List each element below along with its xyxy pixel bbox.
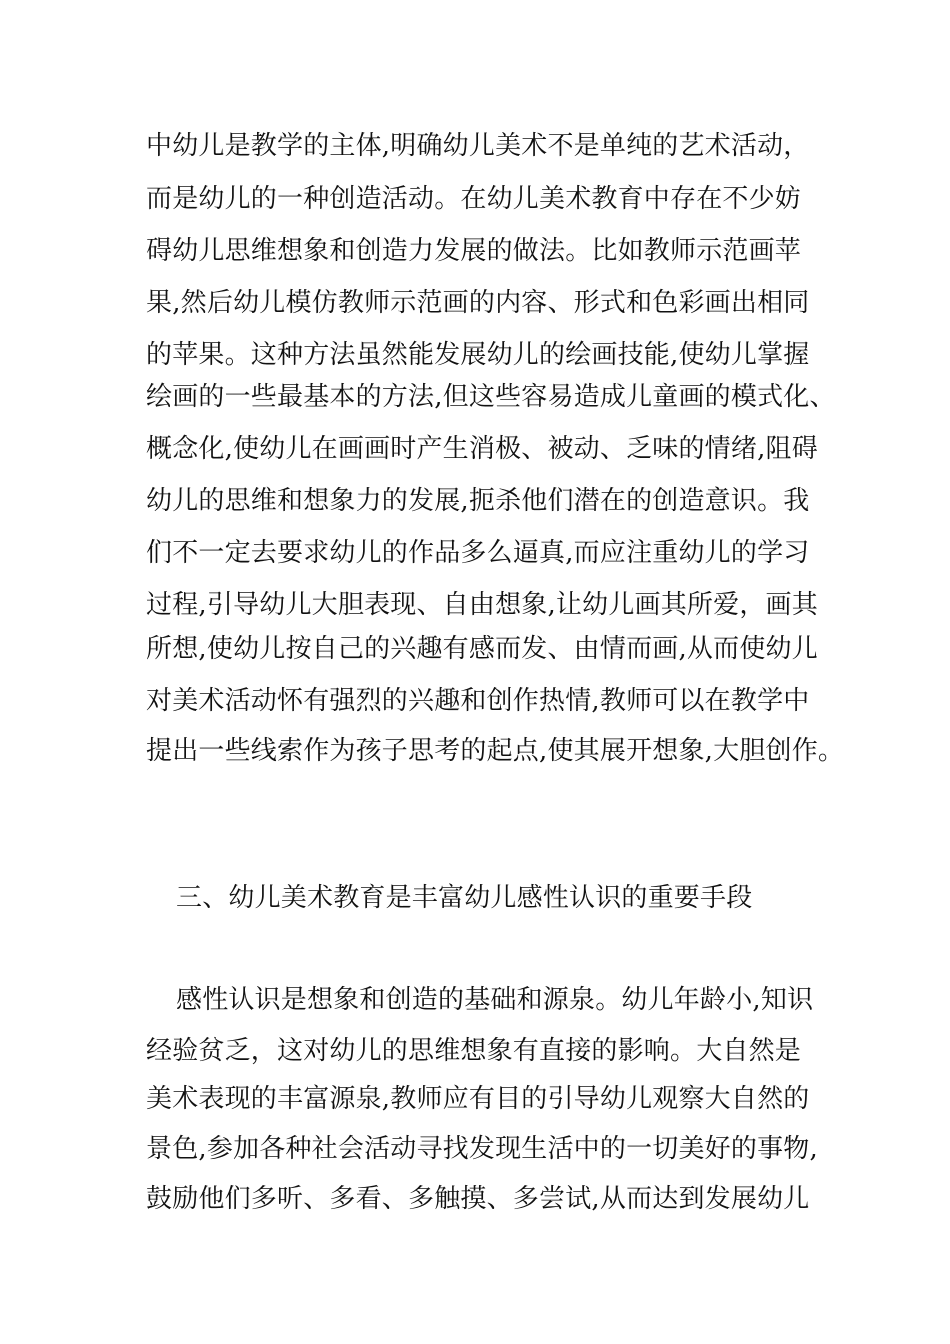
paragraph-1-line-10: 过程,引导幼儿大胆表现、自由想象,让幼儿画其所爱，画其	[146, 590, 818, 620]
paragraph-1-line-1: 中幼儿是教学的主体,明确幼儿美术不是单纯的艺术活动，	[146, 131, 810, 161]
paragraph-1-line-3: 碍幼儿思维想象和创造力发展的做法。比如教师示范画苹	[146, 236, 802, 266]
paragraph-1-line-7: 概念化,使幼儿在画画时产生消极、被动、乏味的情绪,阻碍	[146, 434, 818, 464]
paragraph-2-line-2: 经验贫乏，这对幼儿的思维想象有直接的影响。大自然是	[146, 1036, 802, 1066]
paragraph-1-line-9: 们不一定去要求幼儿的作品多么逼真,而应注重幼儿的学习	[146, 538, 810, 568]
paragraph-1-line-13: 提出一些线索作为孩子思考的起点,使其展开想象,大胆创作。	[146, 736, 845, 766]
paragraph-1-line-4: 果,然后幼儿模仿教师示范画的内容、形式和色彩画出相同	[146, 288, 810, 318]
paragraph-1-line-11: 所想,使幼儿按自己的兴趣有感而发、由情而画,从而使幼儿	[146, 634, 818, 664]
paragraph-2-line-5: 鼓励他们多听、多看、多触摸、多尝试,从而达到发展幼儿	[146, 1184, 810, 1214]
paragraph-1-line-2: 而是幼儿的一种创造活动。在幼儿美术教育中存在不少妨	[146, 184, 802, 214]
paragraph-2-line-4: 景色,参加各种社会活动寻找发现生活中的一切美好的事物,	[146, 1134, 818, 1164]
paragraph-1-line-12: 对美术活动怀有强烈的兴趣和创作热情,教师可以在教学中	[146, 686, 810, 716]
paragraph-2-line-3: 美术表现的丰富源泉,教师应有目的引导幼儿观察大自然的	[146, 1084, 810, 1114]
paragraph-1-line-8: 幼儿的思维和想象力的发展,扼杀他们潜在的创造意识。我	[146, 486, 810, 516]
section-heading: 三、幼儿美术教育是丰富幼儿感性认识的重要手段	[176, 883, 753, 913]
paragraph-1-line-6: 绘画的一些最基本的方法,但这些容易造成儿童画的模式化、	[146, 382, 836, 412]
paragraph-1-line-5: 的苹果。这种方法虽然能发展幼儿的绘画技能,使幼儿掌握	[146, 340, 810, 370]
paragraph-2-line-1: 感性认识是想象和创造的基础和源泉。幼儿年龄小,知识	[176, 985, 814, 1015]
